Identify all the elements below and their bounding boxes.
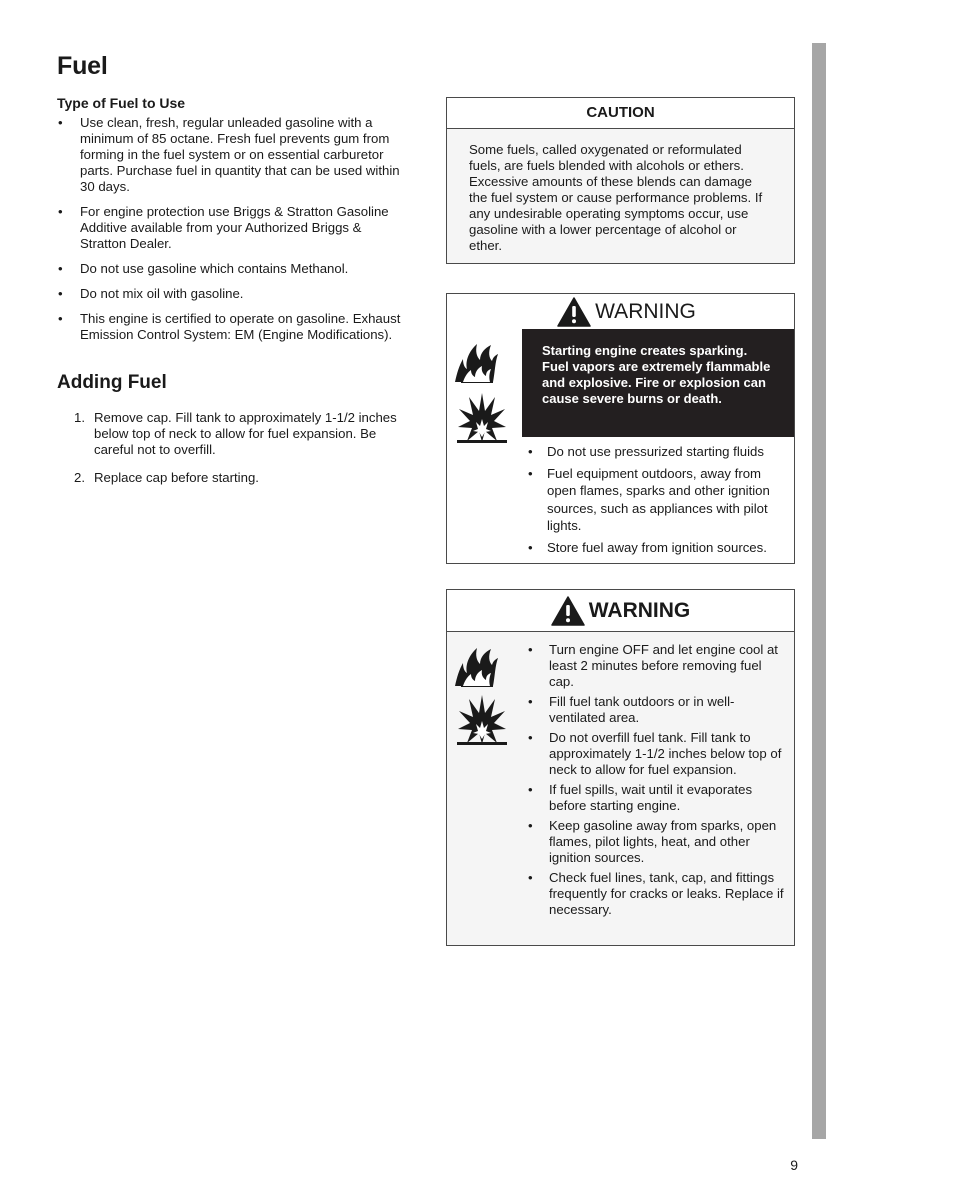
fuel-type-heading: Type of Fuel to Use xyxy=(57,95,186,111)
flame-icon xyxy=(453,643,499,687)
caution-label: CAUTION xyxy=(447,98,794,129)
adding-fuel-steps xyxy=(57,410,407,486)
list-item: • Fuel equipment outdoors, away from open flames, sparks and other ignition sources, such as appliances with pilot lights. xyxy=(526,465,788,535)
list-item: • Check fuel lines, tank, cap, and fittings frequently for cracks or leaks. Replace if necessary. xyxy=(526,870,788,918)
alert-panel: Starting engine creates sparking. Fuel vapors are extremely flammable and explosive. Fire or explosion can cause severe burns or death. xyxy=(522,329,794,437)
step-item xyxy=(57,470,407,486)
list-item: • Do not mix oil with gasoline. xyxy=(57,286,407,302)
left-column xyxy=(57,95,407,498)
warning-label: WARNING xyxy=(588,598,691,622)
hazard-icons xyxy=(447,329,522,563)
page-number: 9 xyxy=(790,1157,798,1173)
step-number: 2. xyxy=(74,470,85,485)
step-text: Replace cap before starting. xyxy=(94,470,259,485)
list-item: • Fill fuel tank outdoors or in well-ventilated area. xyxy=(526,694,788,726)
page-title: Fuel xyxy=(57,52,108,80)
step-text: Remove cap. Fill tank to approximately 1-1/2 inches below top of neck to allow for fuel expansion. Be careful not to overfill. xyxy=(94,410,397,457)
caution-text: Some fuels, called oxygenated or reformulated fuels, are fuels blended with alcohols or ethers. Excessive amounts of these blends can damage the fuel system or cause performance problems. If any undesirable operating symptoms occur, use gasoline with a lower percentage of alcohol or ether. xyxy=(469,142,763,253)
list-item: • Turn engine OFF and let engine cool at least 2 minutes before removing fuel cap. xyxy=(526,642,788,690)
warning-list-area xyxy=(522,437,794,563)
list-item: • Do not use gasoline which contains Methanol. xyxy=(57,261,407,277)
list-item: • This engine is certified to operate on gasoline. Exhaust Emission Control System: EM (Engine Modifications). xyxy=(57,311,407,343)
warning-list xyxy=(522,437,794,556)
step-number: 1. xyxy=(74,410,85,425)
warning-triangle-icon xyxy=(551,596,585,626)
explosion-icon xyxy=(457,391,507,443)
fuel-type-list xyxy=(57,115,407,343)
explosion-icon xyxy=(457,693,507,745)
list-item: • Do not overfill fuel tank. Fill tank to approximately 1-1/2 inches below top of neck to allow for fuel expansion. xyxy=(526,730,788,778)
adding-fuel-heading: Adding Fuel xyxy=(57,372,167,393)
hazard-icons xyxy=(447,631,522,945)
warning-box-ignition xyxy=(446,293,795,564)
caution-box xyxy=(446,97,795,264)
step-item xyxy=(57,410,407,458)
list-item: • Keep gasoline away from sparks, open flames, pilot lights, heat, and other ignition sources. xyxy=(526,818,788,866)
side-margin-bar xyxy=(812,43,826,1139)
list-item: • Use clean, fresh, regular unleaded gasoline with a minimum of 85 octane. Fresh fuel prevents gum from forming in the fuel system or on essential carburetor parts. Purchase fuel in quantity that can be used within 30 days. xyxy=(57,115,407,195)
warning-label: WARNING xyxy=(595,299,696,323)
warning-header xyxy=(447,294,794,329)
warning-header xyxy=(447,590,794,632)
list-item: • Store fuel away from ignition sources. xyxy=(526,539,788,557)
warning-box-refueling xyxy=(446,589,795,946)
warning-triangle-icon xyxy=(557,297,591,327)
list-item: • For engine protection use Briggs & Stratton Gasoline Additive available from your Authorized Briggs & Stratton Dealer. xyxy=(57,204,407,252)
warning-list xyxy=(526,642,788,922)
list-item: • Do not use pressurized starting fluids xyxy=(526,443,788,461)
flame-icon xyxy=(453,339,499,383)
list-item: • If fuel spills, wait until it evaporates before starting engine. xyxy=(526,782,788,814)
